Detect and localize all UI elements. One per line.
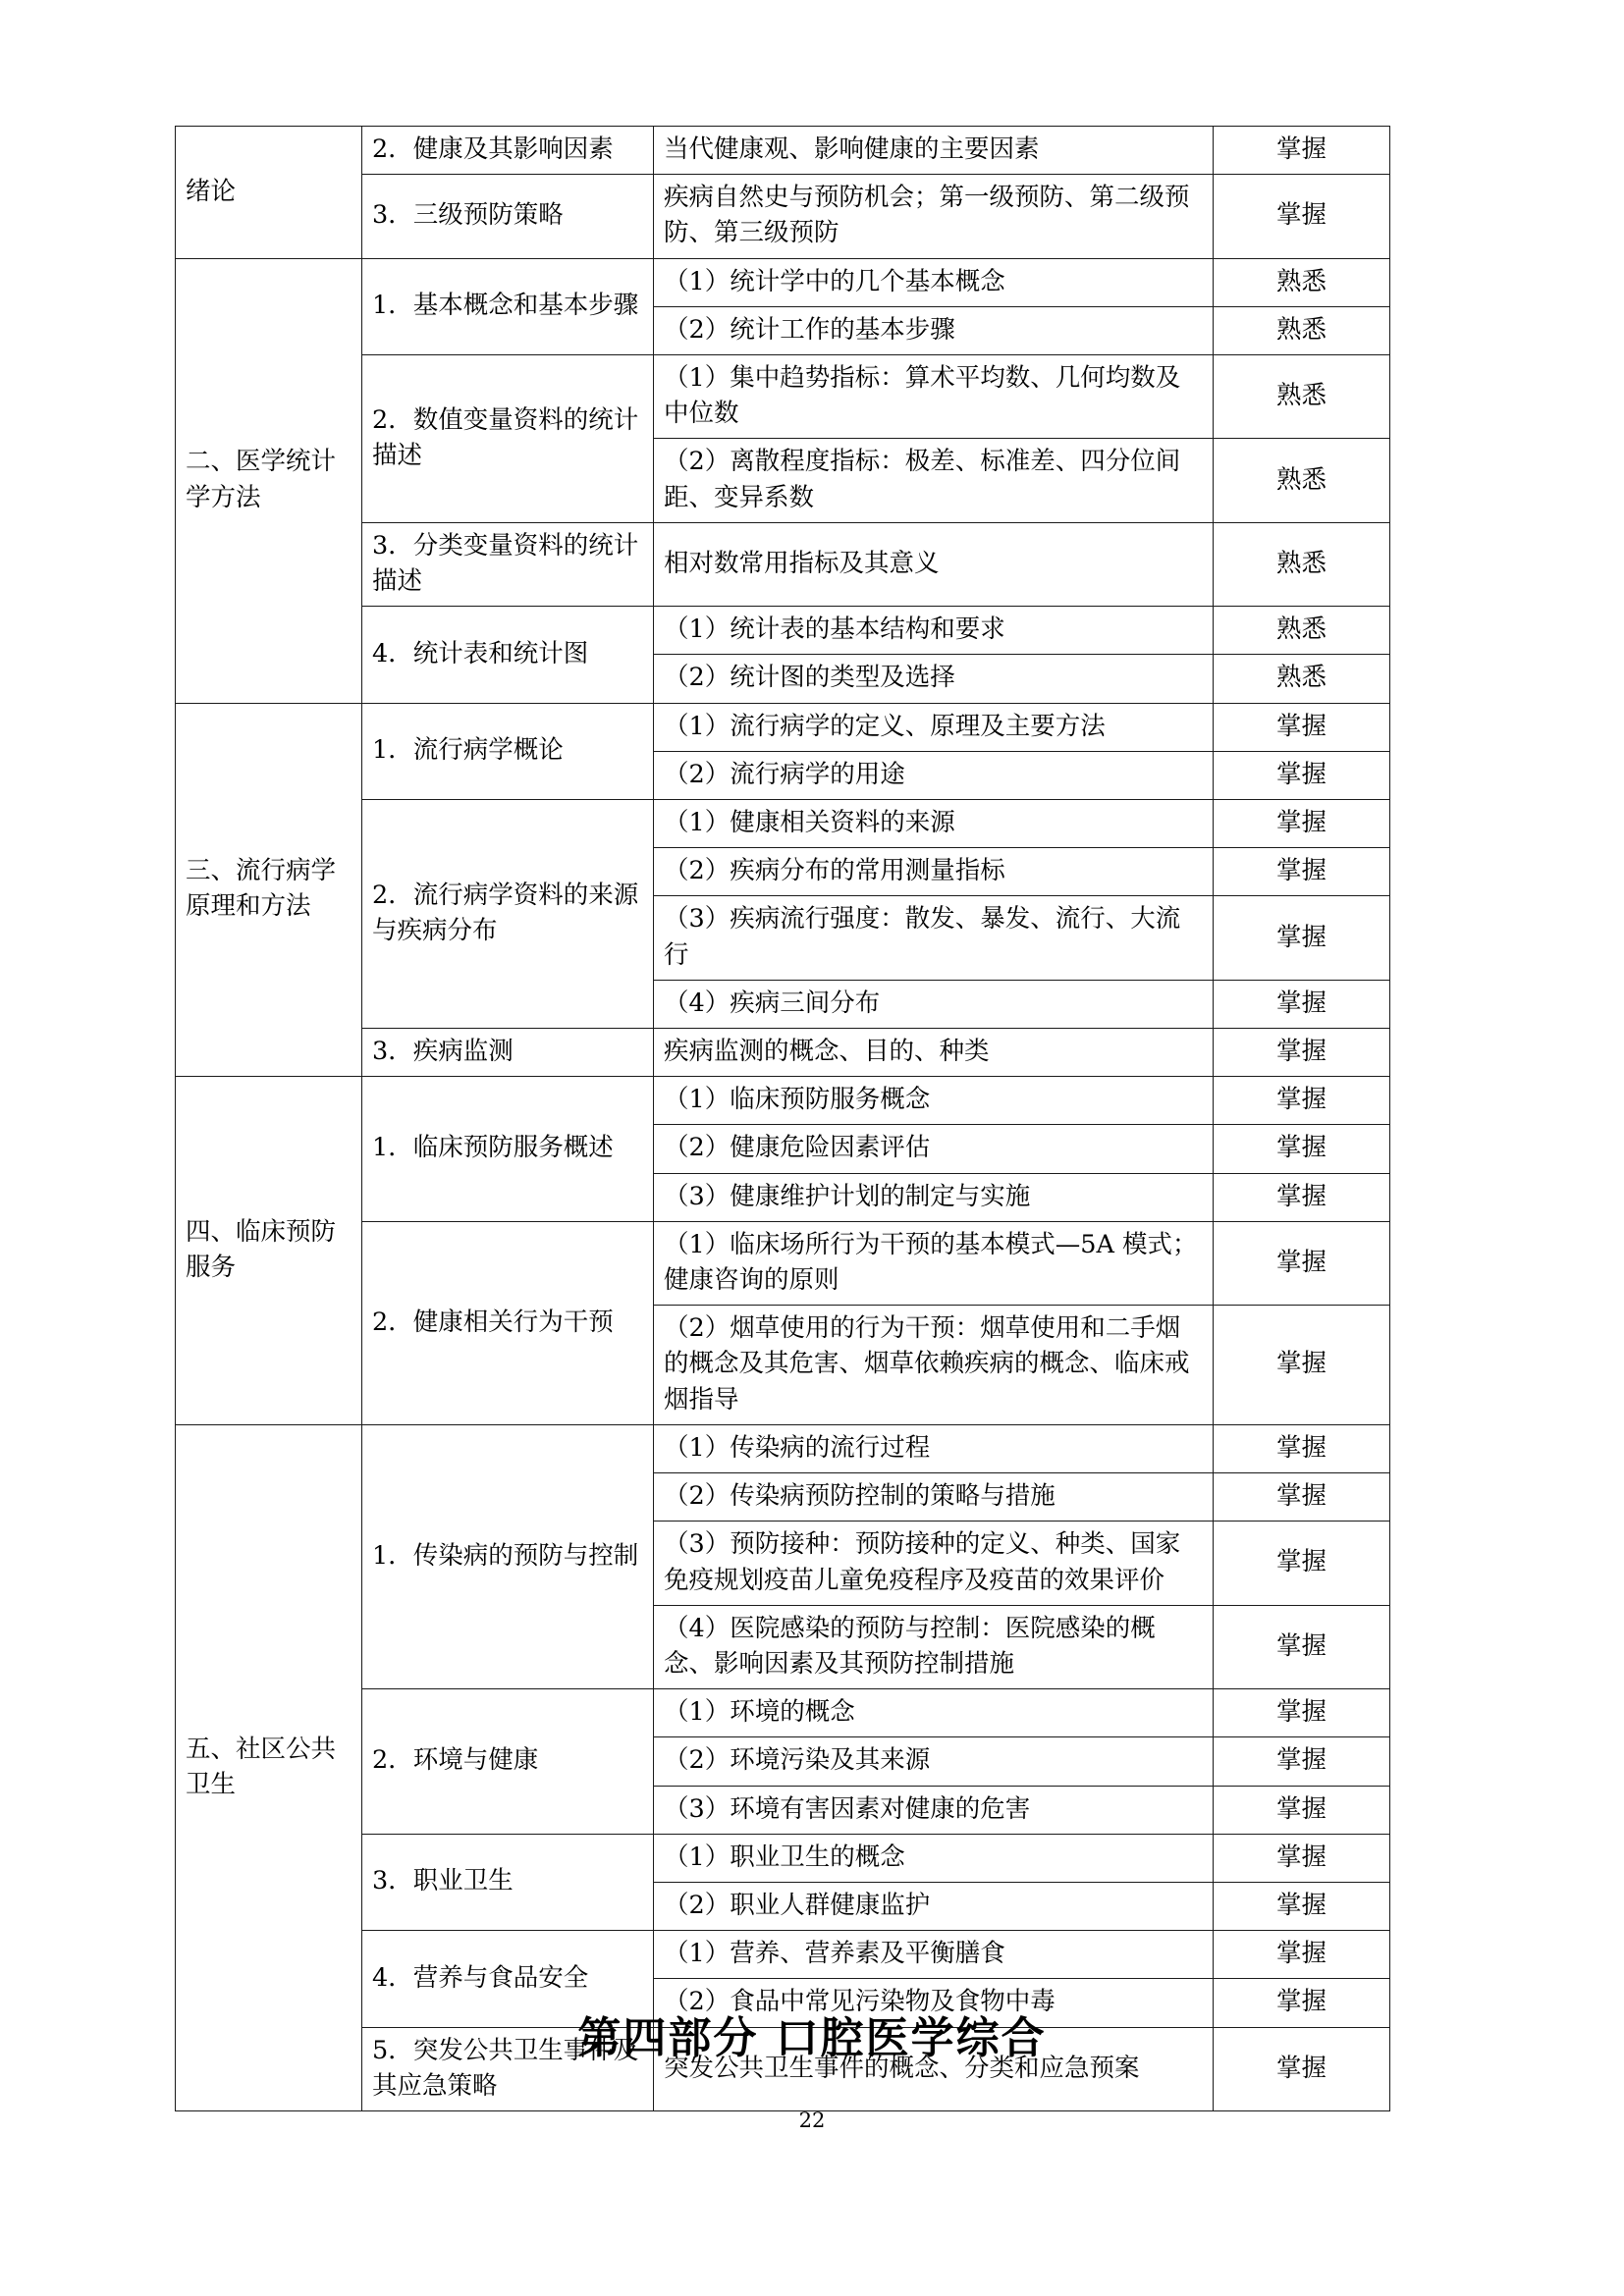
category-cell: 绪论 [176,127,362,259]
requirement-level-cell: 熟悉 [1214,439,1390,522]
requirement-level-cell: 熟悉 [1214,607,1390,655]
subtopic-cell: 4．统计表和统计图 [362,607,654,703]
subtopic-cell: 3．分类变量资料的统计描述 [362,522,654,606]
requirement-level-cell: 掌握 [1214,1306,1390,1425]
subtopic-cell: 5．突发公共卫生事件及其应急策略 [362,2027,654,2110]
requirement-level-cell: 熟悉 [1214,522,1390,606]
requirement-level-cell: 熟悉 [1214,355,1390,439]
detail-cell: （1）环境的概念 [654,1689,1214,1737]
requirement-level-cell: 掌握 [1214,2027,1390,2110]
requirement-level-cell: 掌握 [1214,175,1390,258]
subtopic-cell: 2．健康及其影响因素 [362,127,654,175]
requirement-level-cell: 掌握 [1214,1077,1390,1125]
detail-cell: （2）环境污染及其来源 [654,1737,1214,1786]
detail-cell: （2）传染病预防控制的策略与措施 [654,1473,1214,1522]
detail-cell: （1）临床预防服务概念 [654,1077,1214,1125]
subtopic-cell: 1．流行病学概论 [362,703,654,799]
subtopic-cell: 2．数值变量资料的统计描述 [362,355,654,523]
requirement-level-cell: 掌握 [1214,896,1390,980]
requirement-level-cell: 掌握 [1214,848,1390,896]
detail-cell: （1）营养、营养素及平衡膳食 [654,1931,1214,1979]
requirement-level-cell: 熟悉 [1214,655,1390,703]
category-cell: 二、医学统计学方法 [176,258,362,703]
detail-cell: （1）集中趋势指标：算术平均数、几何均数及中位数 [654,355,1214,439]
detail-cell: （4）疾病三间分布 [654,980,1214,1028]
detail-cell: （3）疾病流行强度：散发、暴发、流行、大流行 [654,896,1214,980]
table-row [176,1077,1390,1125]
detail-cell: 疾病自然史与预防机会；第一级预防、第二级预防、第三级预防 [654,175,1214,258]
subtopic-cell: 3．职业卫生 [362,1834,654,1930]
detail-cell: （2）疾病分布的常用测量指标 [654,848,1214,896]
subtopic-cell: 2．环境与健康 [362,1689,654,1835]
detail-cell: （3）预防接种：预防接种的定义、种类、国家免疫规划疫苗儿童免疫程序及疫苗的效果评价 [654,1522,1214,1605]
detail-cell: （3）健康维护计划的制定与实施 [654,1173,1214,1221]
table-row [176,127,1390,175]
detail-cell: （2）流行病学的用途 [654,751,1214,799]
section-heading: 第四部分 口腔医学综合 [577,2013,1047,2063]
requirement-level-cell: 掌握 [1214,1522,1390,1605]
detail-cell: 当代健康观、影响健康的主要因素 [654,127,1214,175]
detail-cell: （2）离散程度指标：极差、标准差、四分位间距、变异系数 [654,439,1214,522]
detail-cell: （4）医院感染的预防与控制：医院感染的概念、影响因素及其预防控制措施 [654,1605,1214,1688]
requirement-level-cell: 掌握 [1214,1882,1390,1930]
syllabus-table-container [175,126,1389,2111]
requirement-level-cell: 掌握 [1214,127,1390,175]
detail-cell: 突发公共卫生事件的概念、分类和应急预案 [654,2027,1214,2110]
detail-cell: （1）临床场所行为干预的基本模式—5A 模式；健康咨询的原则 [654,1221,1214,1305]
detail-cell: 疾病监测的概念、目的、种类 [654,1029,1214,1077]
detail-cell: （3）环境有害因素对健康的危害 [654,1786,1214,1834]
detail-cell: （1）流行病学的定义、原理及主要方法 [654,703,1214,751]
requirement-level-cell: 掌握 [1214,1931,1390,1979]
requirement-level-cell: 掌握 [1214,1125,1390,1173]
page-number: 22 [798,2109,826,2132]
category-cell: 四、临床预防服务 [176,1077,362,1425]
requirement-level-cell: 掌握 [1214,1424,1390,1472]
requirement-level-cell: 掌握 [1214,1689,1390,1737]
requirement-level-cell: 掌握 [1214,751,1390,799]
subtopic-cell: 1．传染病的预防与控制 [362,1424,654,1688]
detail-cell: （1）健康相关资料的来源 [654,800,1214,848]
requirement-level-cell: 掌握 [1214,1605,1390,1688]
detail-cell: （2）食品中常见污染物及食物中毒 [654,1979,1214,2027]
table-row [176,1424,1390,1472]
detail-cell: （2）烟草使用的行为干预：烟草使用和二手烟的概念及其危害、烟草依赖疾病的概念、临床戒烟指导 [654,1306,1214,1425]
detail-cell: （1）统计学中的几个基本概念 [654,258,1214,306]
requirement-level-cell: 掌握 [1214,1221,1390,1305]
subtopic-cell: 3．疾病监测 [362,1029,654,1077]
table-row [176,703,1390,751]
requirement-level-cell: 掌握 [1214,980,1390,1028]
table-row [176,258,1390,306]
requirement-level-cell: 掌握 [1214,1173,1390,1221]
subtopic-cell: 2．流行病学资料的来源与疾病分布 [362,800,654,1029]
detail-cell: （2）统计图的类型及选择 [654,655,1214,703]
detail-cell: （1）职业卫生的概念 [654,1834,1214,1882]
detail-cell: （1）传染病的流行过程 [654,1424,1214,1472]
category-cell: 五、社区公共卫生 [176,1424,362,2110]
requirement-level-cell: 掌握 [1214,1786,1390,1834]
requirement-level-cell: 掌握 [1214,1029,1390,1077]
requirement-level-cell: 掌握 [1214,1737,1390,1786]
subtopic-cell: 2．健康相关行为干预 [362,1221,654,1424]
requirement-level-cell: 掌握 [1214,800,1390,848]
requirement-level-cell: 掌握 [1214,1834,1390,1882]
detail-cell: 相对数常用指标及其意义 [654,522,1214,606]
requirement-level-cell: 熟悉 [1214,306,1390,354]
subtopic-cell: 1．临床预防服务概述 [362,1077,654,1222]
subtopic-cell: 3．三级预防策略 [362,175,654,258]
requirement-level-cell: 掌握 [1214,1473,1390,1522]
subtopic-cell: 1．基本概念和基本步骤 [362,258,654,354]
detail-cell: （2）职业人群健康监护 [654,1882,1214,1930]
requirement-level-cell: 掌握 [1214,1979,1390,2027]
syllabus-table [175,126,1390,2111]
detail-cell: （1）统计表的基本结构和要求 [654,607,1214,655]
requirement-level-cell: 掌握 [1214,703,1390,751]
category-cell: 三、流行病学原理和方法 [176,703,362,1077]
detail-cell: （2）统计工作的基本步骤 [654,306,1214,354]
subtopic-cell: 4．营养与食品安全 [362,1931,654,2027]
requirement-level-cell: 熟悉 [1214,258,1390,306]
syllabus-table-body [176,127,1390,2111]
detail-cell: （2）健康危险因素评估 [654,1125,1214,1173]
